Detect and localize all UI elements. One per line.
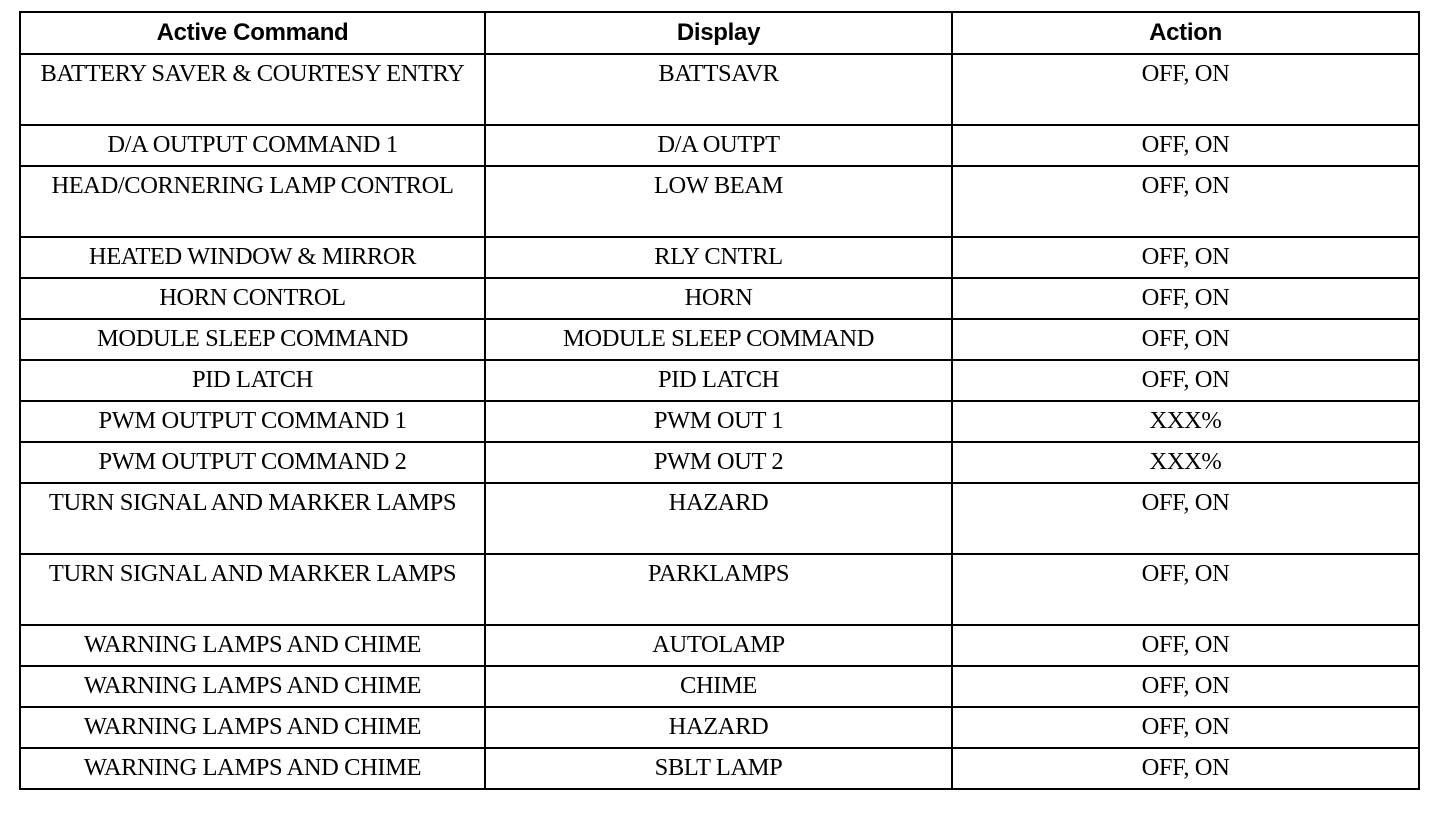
table-row xyxy=(20,748,1419,789)
cell-display: D/A OUTPT xyxy=(485,125,952,166)
table-row xyxy=(20,483,1419,554)
table-row xyxy=(20,401,1419,442)
cell-display: HAZARD xyxy=(485,707,952,748)
active-command-table xyxy=(19,11,1420,790)
cell-action: OFF, ON xyxy=(952,625,1419,666)
table-row xyxy=(20,360,1419,401)
cell-display: SBLT LAMP xyxy=(485,748,952,789)
cell-display: PWM OUT 2 xyxy=(485,442,952,483)
cell-active-command: WARNING LAMPS AND CHIME xyxy=(20,625,485,666)
cell-action: OFF, ON xyxy=(952,554,1419,625)
cell-display: RLY CNTRL xyxy=(485,237,952,278)
cell-action: OFF, ON xyxy=(952,237,1419,278)
cell-display: CHIME xyxy=(485,666,952,707)
header-active-command: Active Command xyxy=(20,12,485,54)
cell-active-command: WARNING LAMPS AND CHIME xyxy=(20,748,485,789)
table-row xyxy=(20,707,1419,748)
cell-action: OFF, ON xyxy=(952,748,1419,789)
cell-display: LOW BEAM xyxy=(485,166,952,237)
cell-active-command: TURN SIGNAL AND MARKER LAMPS xyxy=(20,554,485,625)
cell-active-command: WARNING LAMPS AND CHIME xyxy=(20,707,485,748)
cell-active-command: D/A OUTPUT COMMAND 1 xyxy=(20,125,485,166)
cell-active-command: HEAD/CORNERING LAMP CONTROL xyxy=(20,166,485,237)
cell-action: OFF, ON xyxy=(952,278,1419,319)
cell-action: OFF, ON xyxy=(952,666,1419,707)
table-row xyxy=(20,442,1419,483)
cell-action: OFF, ON xyxy=(952,54,1419,125)
cell-active-command: PWM OUTPUT COMMAND 1 xyxy=(20,401,485,442)
table-row xyxy=(20,54,1419,125)
header-action: Action xyxy=(952,12,1419,54)
cell-display: AUTOLAMP xyxy=(485,625,952,666)
table-row xyxy=(20,125,1419,166)
cell-display: HAZARD xyxy=(485,483,952,554)
cell-action: OFF, ON xyxy=(952,707,1419,748)
cell-active-command: WARNING LAMPS AND CHIME xyxy=(20,666,485,707)
cell-display: MODULE SLEEP COMMAND xyxy=(485,319,952,360)
cell-active-command: PWM OUTPUT COMMAND 2 xyxy=(20,442,485,483)
table-row xyxy=(20,319,1419,360)
cell-active-command: BATTERY SAVER & COURTESY ENTRY xyxy=(20,54,485,125)
cell-display: PID LATCH xyxy=(485,360,952,401)
cell-active-command: TURN SIGNAL AND MARKER LAMPS xyxy=(20,483,485,554)
table-row xyxy=(20,625,1419,666)
cell-display: PARKLAMPS xyxy=(485,554,952,625)
table-row xyxy=(20,666,1419,707)
cell-active-command: HEATED WINDOW & MIRROR xyxy=(20,237,485,278)
cell-action: OFF, ON xyxy=(952,166,1419,237)
cell-action: XXX% xyxy=(952,401,1419,442)
cell-action: OFF, ON xyxy=(952,360,1419,401)
cell-display: BATTSAVR xyxy=(485,54,952,125)
cell-action: OFF, ON xyxy=(952,319,1419,360)
header-display: Display xyxy=(485,12,952,54)
table-row xyxy=(20,166,1419,237)
table-row xyxy=(20,554,1419,625)
cell-action: XXX% xyxy=(952,442,1419,483)
cell-active-command: MODULE SLEEP COMMAND xyxy=(20,319,485,360)
table-header-row xyxy=(20,12,1419,54)
cell-display: HORN xyxy=(485,278,952,319)
cell-action: OFF, ON xyxy=(952,483,1419,554)
active-command-table-container xyxy=(19,11,1418,790)
cell-active-command: PID LATCH xyxy=(20,360,485,401)
cell-display: PWM OUT 1 xyxy=(485,401,952,442)
cell-action: OFF, ON xyxy=(952,125,1419,166)
table-row xyxy=(20,278,1419,319)
cell-active-command: HORN CONTROL xyxy=(20,278,485,319)
table-row xyxy=(20,237,1419,278)
